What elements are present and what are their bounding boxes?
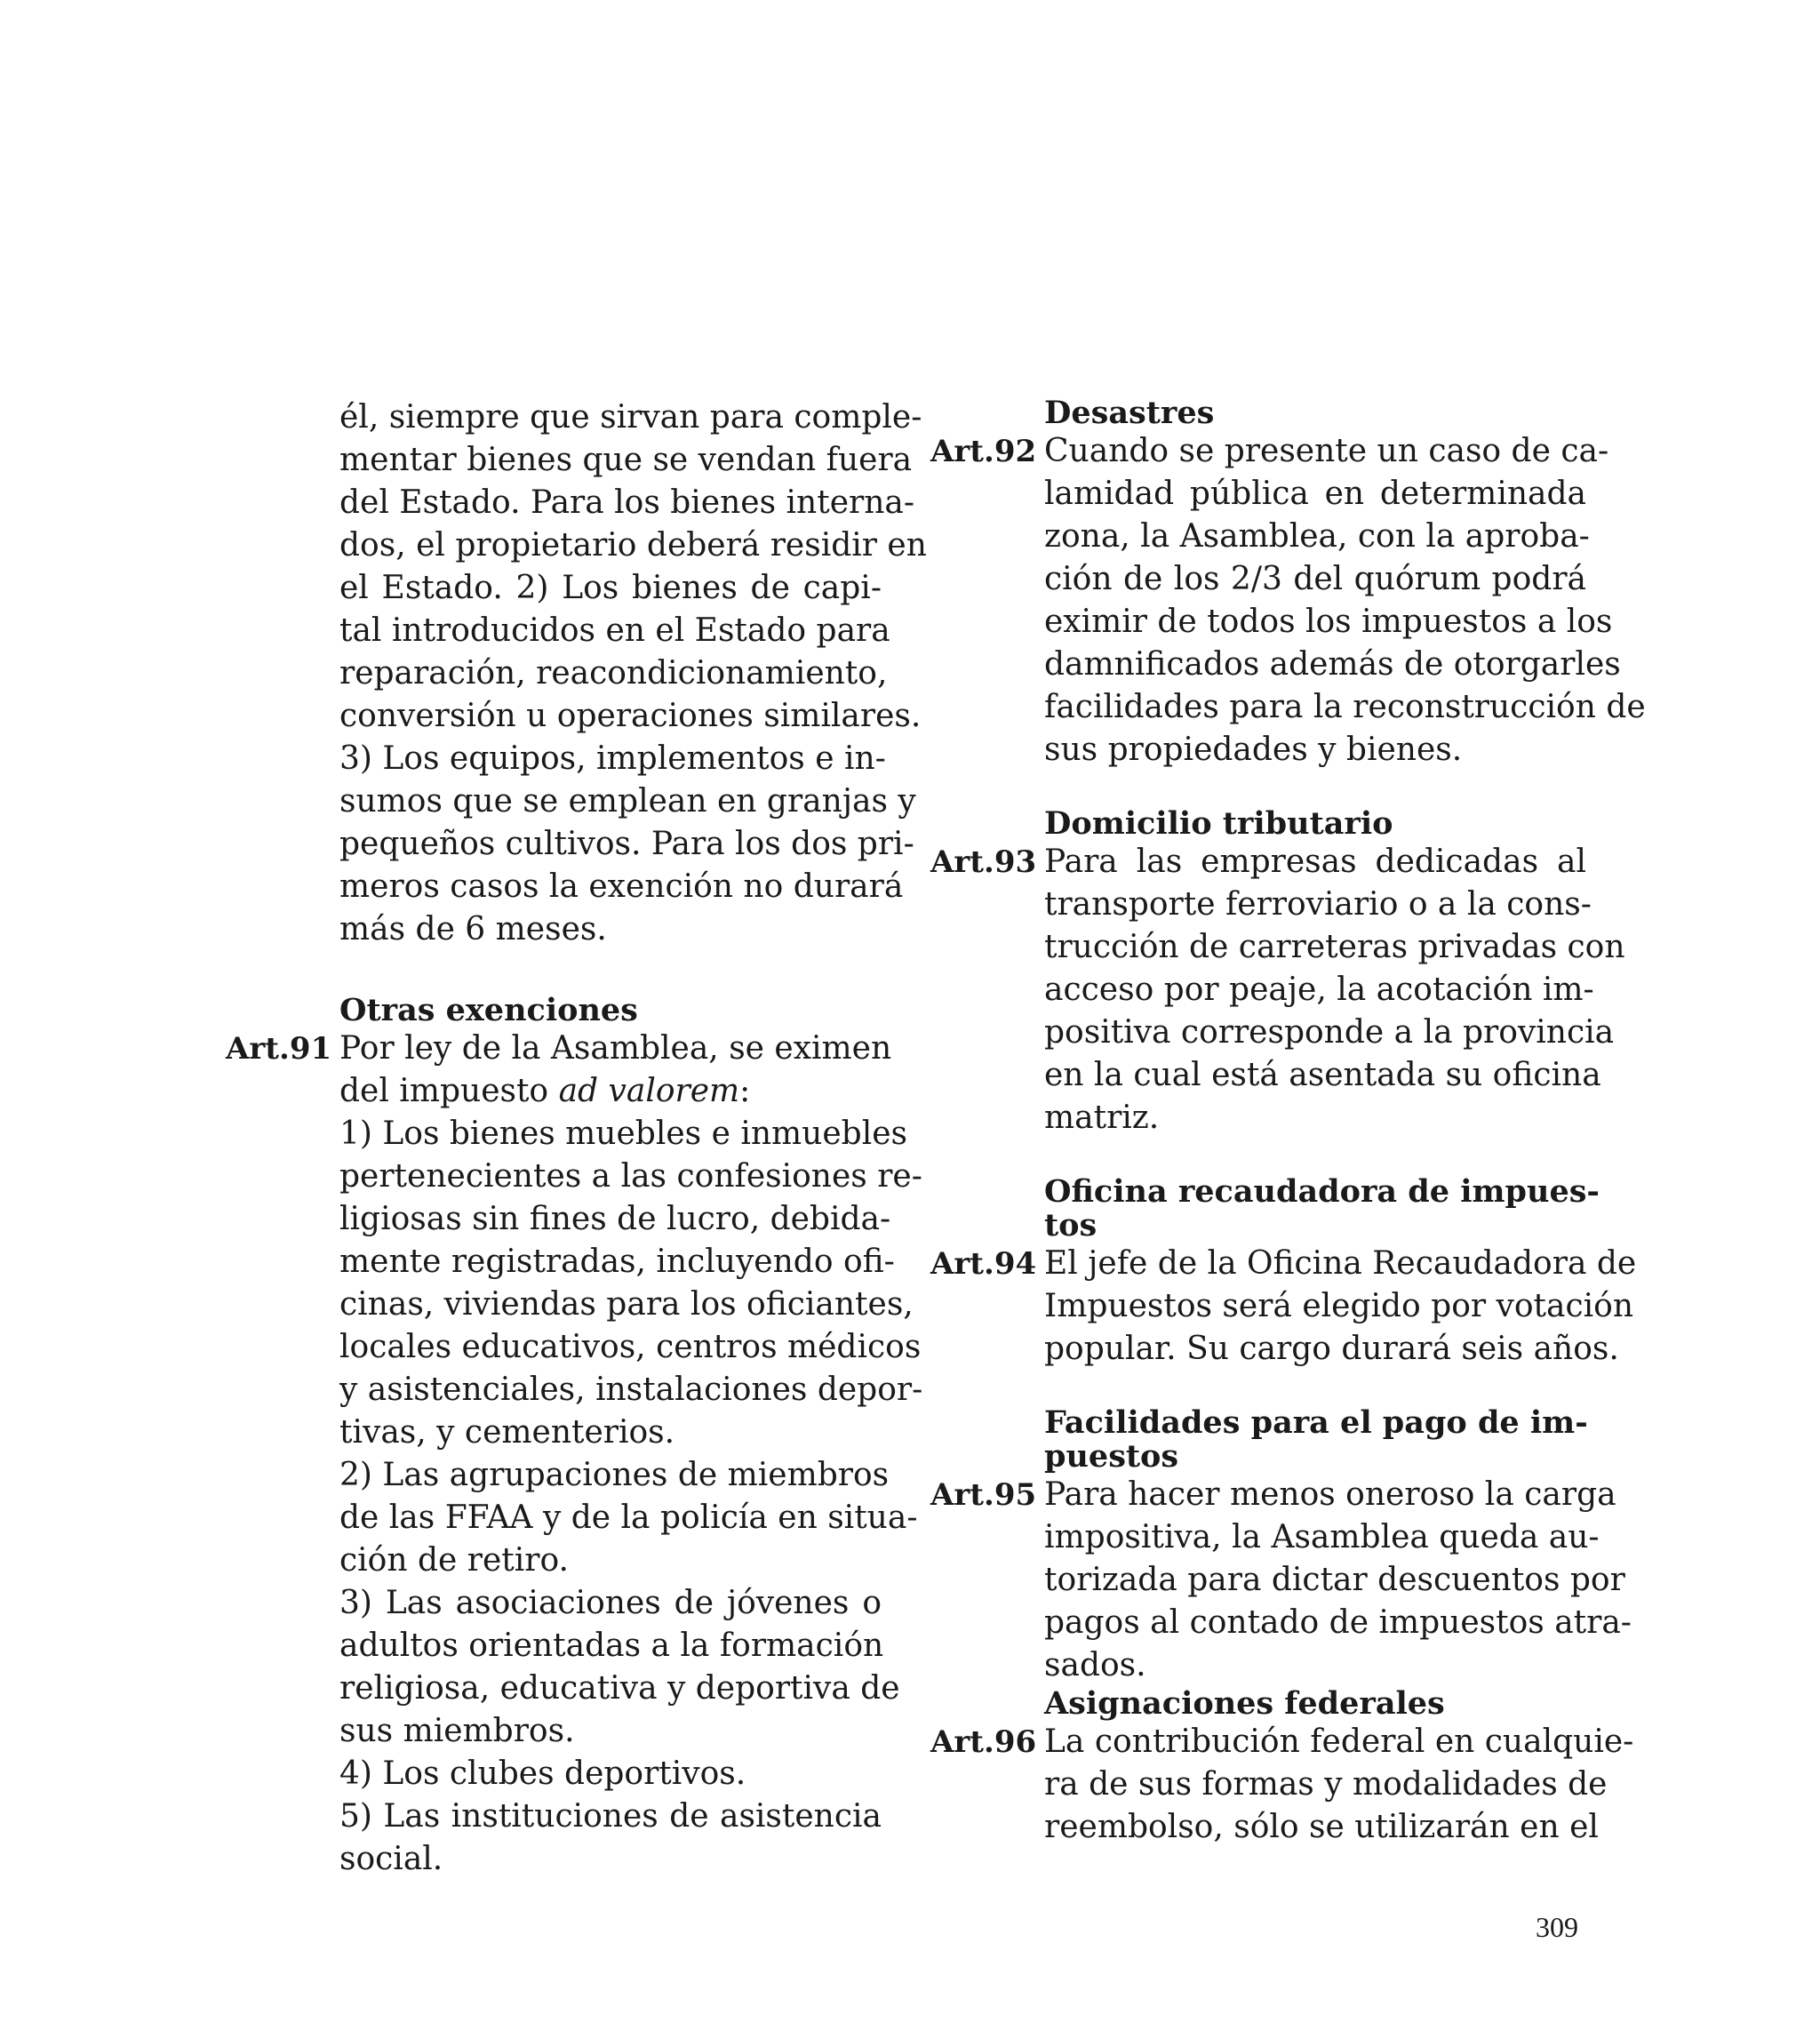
text-line: facilidades para la reconstrucción de [1044,689,1646,725]
article-label: Art.94 [930,1246,1037,1282]
text-line: La contribución federal en cualquie- [1044,1723,1634,1760]
article-label: Art.93 [930,844,1037,880]
section-heading-oficina-recaudadora [1044,1173,1600,1243]
text-line: conversión u operaciones similares. [339,698,922,734]
text-line: social. [339,1841,443,1877]
text-line: meros casos la exención no durará [339,868,904,905]
text-line: sados. [1044,1647,1146,1683]
text-line: Por ley de la Asamblea, se eximen [339,1030,892,1067]
heading-line: Facilidades para el pago de im- [1044,1404,1588,1441]
article-label: Art.91 [226,1031,332,1067]
italic-term: ad valorem [558,1073,740,1109]
article-92 [930,430,1646,772]
text-line: locales educativos, centros médicos [339,1329,922,1365]
article-96 [930,1721,1634,1849]
article-95 [930,1474,1632,1687]
text-line: eximir de todos los impuestos a los [1044,604,1613,640]
article-93 [930,841,1625,1139]
text-line: 3) Los equipos, implementos e in- [339,740,886,777]
text-line: él, siempre que sirvan para comple- [339,399,922,436]
text-line: sus propiedades y bienes. [1044,732,1463,768]
text-line: Impuestos será elegido por votación [1044,1288,1634,1324]
text-line: matriz. [1044,1099,1160,1136]
article-91-item-1 [339,1113,923,1454]
text-line: ra de sus formas y modalidades de [1044,1766,1608,1803]
text-line: mente registradas, incluyendo ofi- [339,1243,895,1280]
text-line: lamidad pública en determinada [1044,476,1586,512]
section-heading-otras-exenciones: Otras exenciones [339,992,638,1028]
text-line: ción de retiro. [339,1542,569,1579]
text-line: cinas, viviendas para los oficiantes, [339,1286,914,1323]
text-line: del Estado. Para los bienes interna- [339,484,915,521]
text-line: zona, la Asamblea, con la aproba- [1044,518,1590,555]
text-line: más de 6 meses. [339,911,607,948]
text-line: El jefe de la Oficina Recaudadora de [1044,1245,1637,1282]
text-line: pertenecientes a las confesiones re- [339,1158,922,1195]
text-line: positiva corresponde a la provincia [1044,1014,1615,1051]
text-line: 1) Los bienes muebles e inmuebles [339,1115,907,1152]
article-91-item-2 [339,1454,918,1582]
article-94 [930,1243,1637,1371]
section-heading-asignaciones-federales: Asignaciones federales [1044,1685,1445,1722]
text-line: trucción de carreteras privadas con [1044,929,1625,965]
page-number: 309 [1536,1911,1578,1943]
text-line: Cuando se presente un caso de ca- [1044,433,1609,469]
text-line: mentar bienes que se vendan fuera [339,442,913,478]
text-line: 4) Los clubes deportivos. [339,1755,746,1792]
text-line: damnificados además de otorgarles [1044,646,1621,683]
text-line: ligiosas sin fines de lucro, debida- [339,1201,891,1237]
text-line: popular. Su cargo durará seis años. [1044,1331,1619,1367]
section-heading-facilidades-pago [1044,1406,1586,1474]
article-91-intro [339,1027,892,1113]
article-94-text [1044,1243,1637,1371]
text-line [339,1070,882,1113]
article-96-text [1044,1721,1634,1849]
article-91-item-5 [339,1795,882,1881]
text-line: acceso por peaje, la acotación im- [1044,972,1594,1008]
article-label: Art.92 [930,434,1037,469]
text-line: Para hacer menos oneroso la carga [1044,1476,1616,1513]
article-label: Art.96 [930,1724,1037,1760]
text-line: pagos al contado de impuestos atra- [1044,1604,1632,1641]
text-line: 3) Las asociaciones de jóvenes o [339,1585,882,1621]
article-91-item-3 [339,1582,900,1753]
right-column [930,395,1646,1849]
heading-line: puestos [1044,1438,1179,1475]
text-line: 2) Las agrupaciones de miembros [339,1457,890,1493]
text-line: sus miembros. [339,1713,575,1749]
left-column [226,396,927,1881]
text-line: adultos orientadas a la formación [339,1627,884,1664]
text-span: del impuesto [339,1073,559,1109]
text-line: reparación, reacondicionamiento, [339,655,888,692]
text-line: el Estado. 2) Los bienes de capi- [339,570,882,606]
text-line: tivas, y cementerios. [339,1414,675,1451]
text-line: tal introducidos en el Estado para [339,612,890,649]
article-label: Art.95 [930,1477,1037,1513]
text-line: 5) Las instituciones de asistencia [339,1798,882,1835]
text-line: en la cual está asentada su oficina [1044,1057,1601,1093]
article-95-text [1044,1474,1632,1687]
article-92-text [1044,430,1646,772]
article-91-item-4 [339,1753,882,1795]
text-line: pequeños cultivos. Para los dos pri- [339,826,914,862]
text-line: ción de los 2/3 del quórum podrá [1044,561,1586,597]
article-93-text [1044,841,1625,1139]
text-line: Para las empresas dedicadas al [1044,844,1586,880]
heading-line: tos [1044,1207,1098,1243]
text-line: de las FFAA y de la policía en situa- [339,1499,918,1536]
section-heading-desastres: Desastres [1044,395,1215,431]
text-line: torizada para dictar descuentos por [1044,1562,1625,1598]
heading-line: Oficina recaudadora de impues- [1044,1173,1600,1210]
text-line: dos, el propietario deberá residir en [339,527,927,564]
article-91 [226,1027,923,1881]
section-heading-domicilio-tributario: Domicilio tributario [1044,805,1393,842]
text-line: sumos que se emplean en granjas y [339,783,916,820]
art90-continuation [339,396,927,951]
text-line: reembolso, sólo se utilizarán en el [1044,1809,1599,1845]
text-line: y asistenciales, instalaciones depor- [339,1371,923,1408]
text-line: impositiva, la Asamblea queda au- [1044,1519,1600,1555]
text-line: transporte ferroviario o a la cons- [1044,886,1592,923]
text-span: : [739,1073,751,1109]
text-line: religiosa, educativa y deportiva de [339,1670,900,1707]
